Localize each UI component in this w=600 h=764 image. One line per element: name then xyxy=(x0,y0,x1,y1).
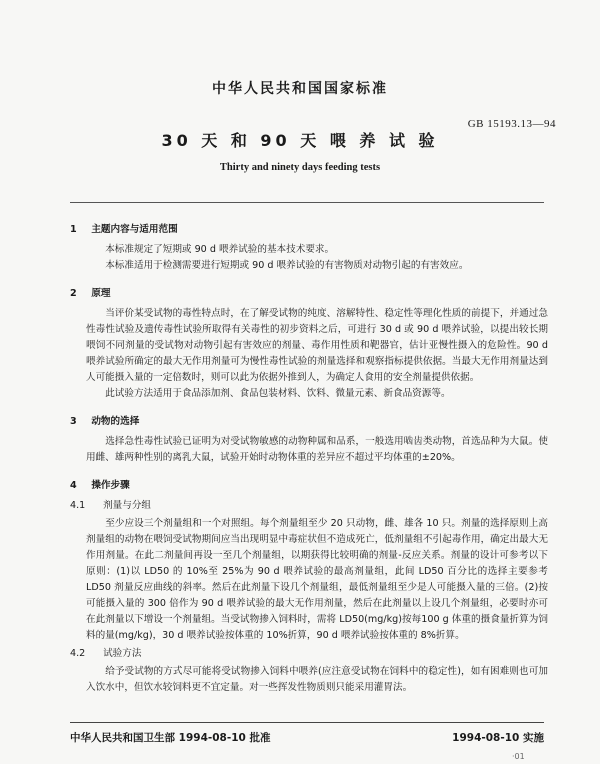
paragraph: 给予受试物的方式尽可能将受试物掺入饲料中喂养(应注意受试物在饲料中的稳定性)，如有困难则也可加入饮水中，但饮水较饲料更不宜定量。对一些挥发性物质则只能采用灌胃法。 xyxy=(86,666,548,693)
subsection-title: 剂量与分组 xyxy=(103,500,152,511)
section-title: 原理 xyxy=(91,288,111,299)
paragraph: 本标准规定了短期或 90 d 喂养试验的基本技术要求。 xyxy=(105,244,335,255)
subsection-number: 4.2 xyxy=(70,648,86,659)
subsection-title: 试验方法 xyxy=(103,648,142,659)
paragraph: 至少应设三个剂量组和一个对照组。每个剂量组至少 20 只动物，雌、雄各 10 只。剂量的选择原则上高剂量组的动物在喂饲受试物期间应当出现明显中毒症状但不造成死亡，低剂量组不引起毒作用，确定出最大无作用剂量。在此二剂量间再设一至几个剂量组，以期获得比较明确的剂量-反应关系。剂量的设计可参考以下原则：(1)以 LD50 的 10%至 25%为 90 d 喂养试验的最高剂量组，此间 LD50 百分比的选择主要参考 LD50 剂量反应曲线的斜率。然后在此剂量下设几个剂量组，最低剂量组至少是人可能摄入量的三倍。(2)按可能摄入量的 300 倍作为 90 d 喂养试验的最大无作用剂量，然后在此剂量以上设几个剂量组，必要时亦可在此剂量以下增设一个剂量组。当受试物掺入饲料时，需将 LD50(mg/kg)按每100 g 体重的摄食量折算为饲料的量(mg/kg)，30 d 喂养试验按体重的 10%折算，90 d 喂养试验按体重的 8%折算。 xyxy=(86,518,548,641)
subsection-number: 4.1 xyxy=(70,500,86,511)
section-3-heading xyxy=(70,414,548,430)
section-title: 动物的选择 xyxy=(91,416,140,427)
paragraph: 此试验方法适用于食品添加剂、食品包装材料、饮料、微量元素、新食品资源等。 xyxy=(105,388,451,399)
subsection-4-2-heading xyxy=(70,646,548,662)
implementation-date: 1994-08-10 实施 xyxy=(452,732,544,744)
org-title: 中华人民共和国国家标准 xyxy=(212,81,388,97)
document-title: 30 天 和 90 天 喂 养 试 验 xyxy=(161,131,439,150)
paragraph: 本标准适用于检测需要进行短期或 90 d 喂养试验的有害物质对动物引起的有害效应。 xyxy=(105,260,469,271)
approval-info: 中华人民共和国卫生部 1994-08-10 批准 xyxy=(70,732,271,744)
section-number: 3 xyxy=(70,416,77,427)
section-title: 操作步骤 xyxy=(91,480,130,491)
header-divider xyxy=(70,202,544,203)
section-4-heading xyxy=(70,478,548,494)
section-title: 主题内容与适用范围 xyxy=(91,224,178,235)
document-body xyxy=(70,218,548,696)
standard-code: GB 15193.13—94 xyxy=(467,118,556,130)
subsection-4-1-heading xyxy=(70,498,548,514)
section-number: 4 xyxy=(70,480,77,491)
section-number: 2 xyxy=(70,288,77,299)
section-number: 1 xyxy=(70,224,77,235)
section-2-heading xyxy=(70,286,548,302)
document-subtitle: Thirty and ninety days feeding tests xyxy=(219,162,381,173)
section-1-heading xyxy=(70,222,548,238)
footer-divider xyxy=(70,722,544,723)
paragraph: 选择急性毒性试验已证明为对受试物敏感的动物种属和品系，一般选用啮齿类动物，首选品种为大鼠。使用雌、雄两种性别的离乳大鼠，试验开始时动物体重的差异应不超过平均体重的±20%。 xyxy=(86,436,548,463)
paragraph: 当评价某受试物的毒性特点时，在了解受试物的纯度、溶解特性、稳定性等理化性质的前提下，并通过急性毒性试验及遗传毒性试验所取得有关毒性的初步资料之后，可进行 30 d 或 90 d 喂养试验，以提出较长期喂饲不同剂量的受试物对动物引起有害效应的剂量、毒作用性质和靶器官，估计亚慢性摄入的危险性。90 d 喂养试验所确定的最大无作用剂量可为慢性毒性试验的剂量选择和观察指标提供依据。当最大无作用剂量达到人可能摄入量的一定倍数时，则可以此为依据外推到人，为确定人食用的安全剂量提供依据。 xyxy=(86,308,548,383)
page-mark: ·01 xyxy=(512,752,525,761)
